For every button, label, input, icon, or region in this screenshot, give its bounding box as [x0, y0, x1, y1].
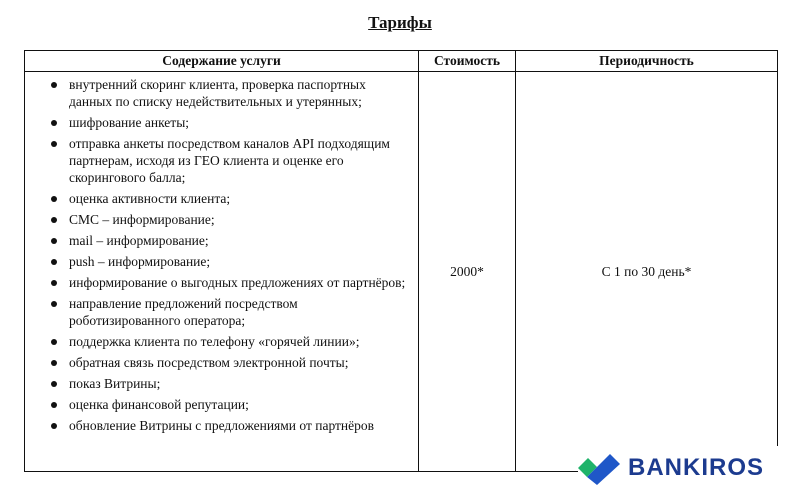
- services-cell: [25, 72, 419, 472]
- list-item: СМС – информирование;: [49, 211, 412, 228]
- list-item: обновление Витрины с предложениями от партнёров: [49, 417, 412, 434]
- list-item: информирование о выгодных предложениях от партнёров;: [49, 274, 412, 291]
- list-item: обратная связь посредством электронной почты;: [49, 354, 412, 371]
- cost-cell: 2000*: [419, 72, 516, 472]
- header-service-content: Содержание услуги: [25, 51, 419, 72]
- list-item: отправка анкеты посредством каналов API подходящим партнерам, исходя из ГЕО клиента и оценке его скорингового балла;: [49, 135, 412, 186]
- bankiros-logo-text: BANKIROS: [628, 454, 765, 481]
- list-item: поддержка клиента по телефону «горячей линии»;: [49, 333, 412, 350]
- list-item: направление предложений посредством роботизированного оператора;: [49, 295, 412, 329]
- list-item: шифрование анкеты;: [49, 114, 412, 131]
- table-row: [25, 72, 778, 472]
- header-periodicity: Периодичность: [516, 51, 778, 72]
- list-item: push – информирование;: [49, 253, 412, 270]
- bankiros-logo-icon: [578, 451, 620, 485]
- service-list: [49, 76, 412, 434]
- page-title: Тарифы: [368, 13, 432, 32]
- bankiros-watermark: [578, 446, 800, 490]
- list-item: оценка финансовой репутации;: [49, 396, 412, 413]
- table-header-row: [25, 51, 778, 72]
- header-cost: Стоимость: [419, 51, 516, 72]
- tariffs-table: [24, 50, 778, 472]
- list-item: показ Витрины;: [49, 375, 412, 392]
- periodicity-cell: С 1 по 30 день*: [516, 72, 778, 472]
- list-item: оценка активности клиента;: [49, 190, 412, 207]
- list-item: внутренний скоринг клиента, проверка паспортных данных по списку недействительных и утерянных;: [49, 76, 412, 110]
- list-item: mail – информирование;: [49, 232, 412, 249]
